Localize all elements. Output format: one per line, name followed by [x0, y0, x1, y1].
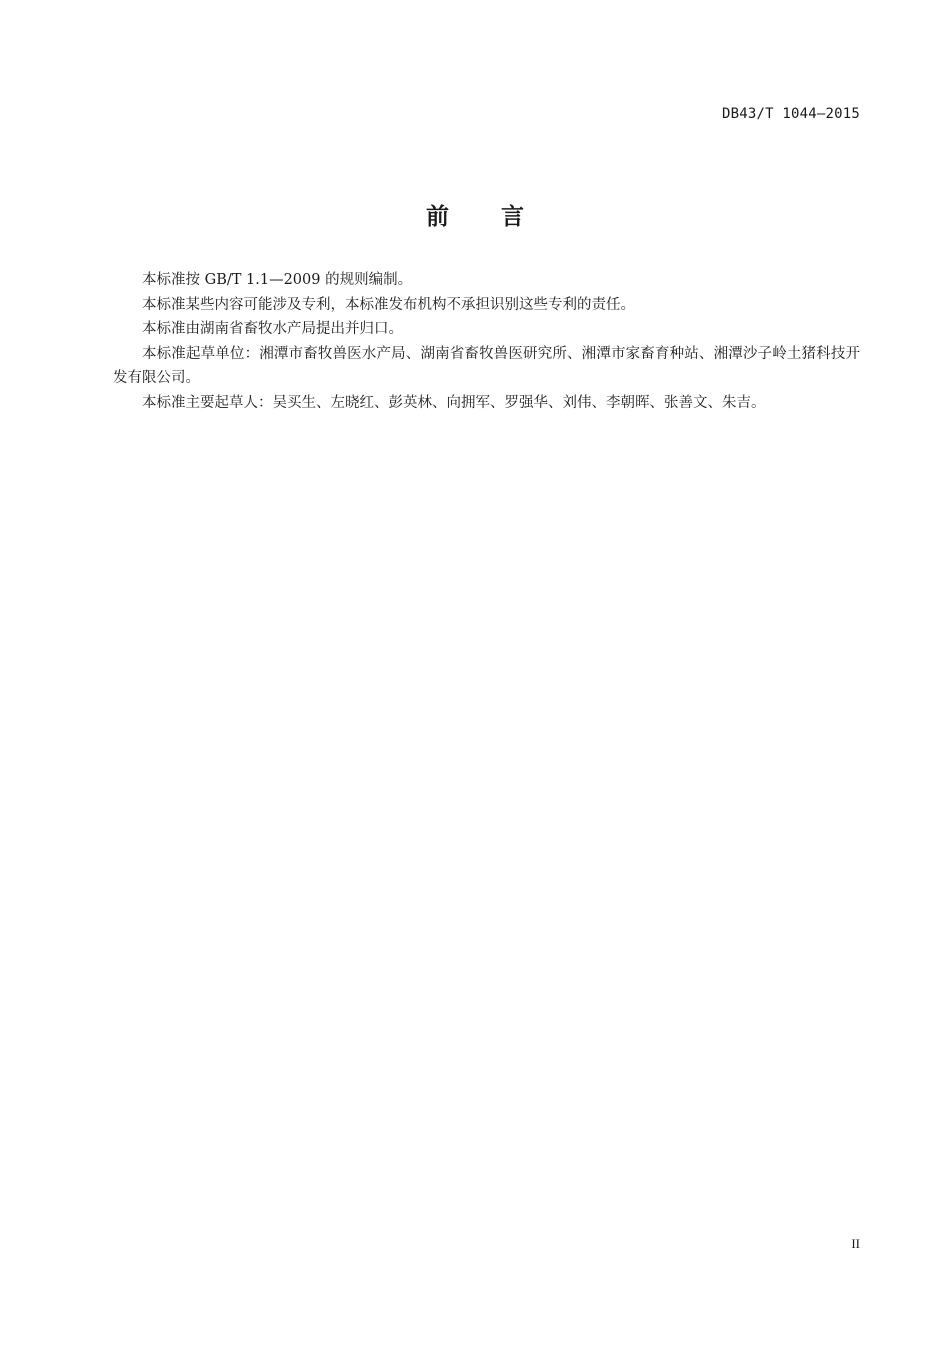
- standard-code: DB43/T 1044—2015: [721, 106, 860, 122]
- foreword-body: [113, 268, 860, 415]
- paragraph-drafting-units: 本标准起草单位：湘潭市畜牧兽医水产局、湖南省畜牧兽医研究所、湘潭市家畜育种站、湘潭沙子岭土猪科技开发有限公司。: [113, 345, 860, 386]
- paragraph-proposer: 本标准由湖南省畜牧水产局提出并归口。: [142, 321, 403, 337]
- paragraph-patent-notice: 本标准某些内容可能涉及专利，本标准发布机构不承担识别这些专利的责任。: [142, 296, 635, 313]
- paragraph-drafting-rules: 本标准按 GB/T 1.1—2009 的规则编制。: [142, 272, 413, 288]
- page-title: 前言: [426, 204, 576, 230]
- page-number: II: [851, 1236, 860, 1251]
- paragraph-drafters: 本标准主要起草人：吴买生、左晓红、彭英林、向拥军、罗强华、刘伟、李朝晖、张善文、朱吉。: [142, 394, 766, 411]
